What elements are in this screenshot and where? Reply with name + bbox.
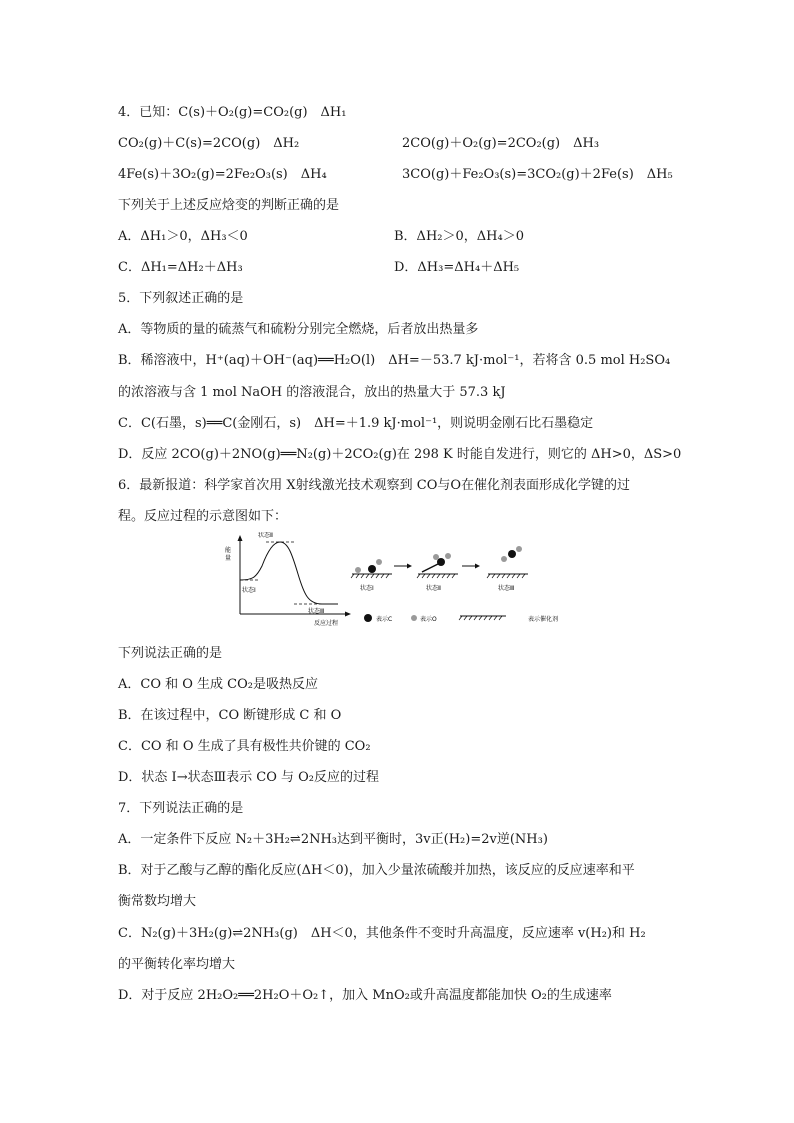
state2-o-atom-1 [433,554,439,560]
q7-option-c-line2: 的平衡转化率均增大 [118,957,236,972]
state1-o-atom-1 [355,567,361,573]
state1-label: 状态Ⅰ [242,587,256,594]
state3-c-atom [508,550,516,558]
q4-equation-4: 4Fe(s)＋3O₂(g)=2Fe₂O₃(s) ΔH₄ [118,167,327,182]
state2-o-atom-2 [445,553,451,559]
q4-option-c: C．ΔH₁=ΔH₂＋ΔH₃ [118,260,243,275]
q7-option-c-line1: C．N₂(g)＋3H₂(g)⇌2NH₃(g) ΔH＜0，其他条件不变时升高温度，反应速率 v(H₂)和 H₂ [118,926,646,941]
state1-caption: 状态Ⅰ [360,585,374,592]
q4-option-b: B．ΔH₂＞0，ΔH₄＞0 [394,229,524,244]
state2-bond-line [422,563,440,572]
arrow-2 [462,564,480,569]
q4-question: 下列关于上述反应焓变的判断正确的是 [118,198,340,213]
q4-option-d: D．ΔH₃=ΔH₄＋ΔH₅ [394,260,520,275]
q6-option-a: A．CO 和 O 生成 CO₂是吸热反应 [118,677,318,692]
process-axis-arrow [345,612,351,617]
legend-c-dot [364,614,372,622]
q7-option-b-line2: 衡常数均增大 [118,894,197,909]
legend-c-label: 表示C [376,616,393,623]
q6-stem-line1: 6．最新报道：科学家首次用 X射线激光技术观察到 CO与O在催化剂表面形成化学键的过 [118,478,631,493]
state1-c-atom [368,565,376,573]
energy-curve [240,542,338,604]
state3-caption: 状态Ⅲ [498,585,515,592]
state3-label: 状态Ⅲ [308,608,325,615]
state3-o-atom-2 [516,546,522,552]
q7-stem: 7．下列说法正确的是 [118,801,244,816]
q5-stem: 5．下列叙述正确的是 [118,291,244,306]
energy-axis-label-char2: 量 [225,555,232,562]
legend-o-label: 表示O [420,616,437,623]
q6-option-b: B．在该过程中，CO 断键形成 C 和 O [118,708,342,723]
legend-catalyst-hatch [459,616,502,620]
q7-option-b-line1: B．对于乙酸与乙醇的酯化反应(ΔH＜0)，加入少量浓硫酸并加热，该反应的反应速率和平 [118,863,635,878]
q7-option-a: A．一定条件下反应 N₂＋3H₂⇌2NH₃达到平衡时，3v正(H₂)=2v逆(NH₃) [118,832,548,847]
q4-option-a: A．ΔH₁＞0，ΔH₃＜0 [118,229,248,244]
state3-o-atom-1 [501,556,507,562]
q6-option-d: D．状态 Ⅰ→状态Ⅲ表示 CO 与 O₂反应的过程 [118,770,379,785]
energy-axis-label-char1: 能 [225,547,232,554]
q6-stem-line2: 程。反应过程的示意图如下： [118,509,288,524]
q6-question: 下列说法正确的是 [118,646,223,661]
state1-o-atom-2 [376,559,382,565]
q5-option-b-line1: B．稀溶液中，H⁺(aq)＋OH⁻(aq)══H₂O(l) ΔH=－53.7 kJ·mol⁻¹，若将含 0.5 mol H₂SO₄ [118,353,671,368]
q6-option-c: C．CO 和 O 生成了具有极性共价键的 CO₂ [118,739,371,754]
state1-illustration [351,559,392,592]
q4-stem: 4．已知：C(s)＋O₂(g)=CO₂(g) ΔH₁ [118,105,347,120]
q5-option-d: D．反应 2CO(g)＋2NO(g)══N₂(g)＋2CO₂(g)在 298 K 时能自发进行，则它的 ΔH>0，ΔS>0 [118,447,682,462]
reaction-diagram-svg [222,532,582,632]
q5-option-a: A．等物质的量的硫蒸气和硫粉分别完全燃烧，后者放出热量多 [118,322,479,337]
state2-caption: 状态Ⅱ [426,585,441,592]
arrow-1 [394,564,412,569]
state3-catalyst-hatch [487,574,525,578]
state2-c-atom [437,558,445,566]
reaction-diagram [222,532,582,632]
arrow-1-head [407,564,412,569]
q7-option-d: D．对于反应 2H₂O₂══2H₂O＋O₂↑，加入 MnO₂或升高温度都能加快 O₂的生成速率 [118,988,612,1003]
q4-equation-5: 3CO(g)＋Fe₂O₃(s)=3CO₂(g)＋2Fe(s) ΔH₅ [402,167,673,182]
arrow-2-head [475,564,480,569]
state2-illustration [417,553,458,592]
state3-illustration [487,546,528,592]
state1-catalyst-hatch [351,574,389,578]
legend-o-dot [411,615,417,621]
q5-option-c: C．C(石墨，s)══C(金刚石，s) ΔH=＋1.9 kJ·mol⁻¹，则说明金刚石比石墨稳定 [118,416,594,431]
process-axis-label: 反应过程 [314,620,339,627]
state2-label: 状态Ⅱ [258,532,273,539]
q4-equation-3: 2CO(g)＋O₂(g)=2CO₂(g) ΔH₃ [402,136,600,151]
state2-catalyst-hatch [417,574,455,578]
q5-option-b-line2: 的浓溶液与含 1 mol NaOH 的溶液混合，放出的热量大于 57.3 kJ [118,385,506,400]
energy-profile [225,532,351,627]
energy-axis-arrow [238,535,243,541]
legend [364,614,558,623]
q4-equation-2: CO₂(g)＋C(s)=2CO(g) ΔH₂ [118,136,300,151]
legend-catalyst-label: 表示催化剂 [528,616,559,623]
